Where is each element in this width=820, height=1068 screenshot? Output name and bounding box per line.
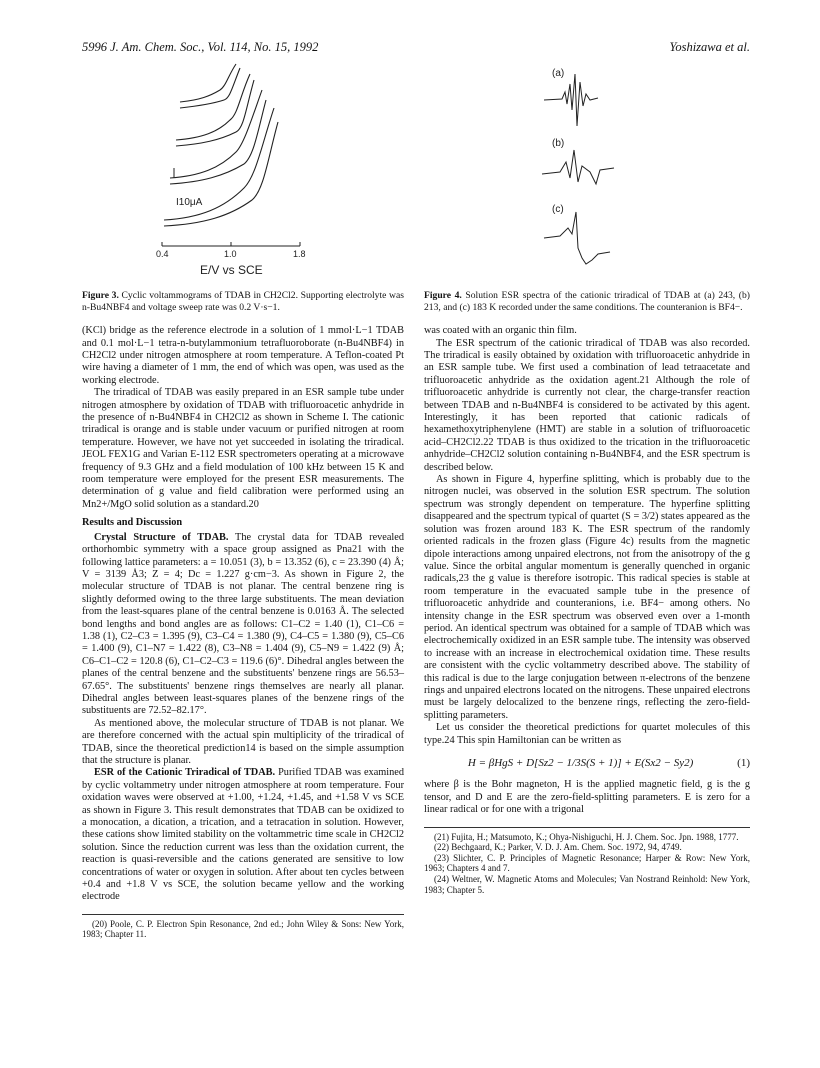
left-column [82, 290, 404, 940]
right-paragraph-1: was coated with an organic thin film. [424, 325, 577, 337]
right-paragraph-3: As shown in Figure 4, hyperfine splitting, which is probably due to the nitrogen nuclei, was observed in the solution ESR spectrum. The solution spectrum was strongly dependent on temperature. The hyperfine splitting disappeared and the spectrum typical of quartet (S = 3/2) states appeared as the solution was frozen around 183 K. The ESR spectrum of the randomly oriented radicals in the frozen glass (Figure 4c) results from the magnetic dipole interactions among unpaired electrons, not from the anisotropy of the g value. Since the orbital angular momentum is generally quenched in organic radicals,23 the g value is therefore isotropic. This radical species is stable at room temperature in the evacuated sample tube in the presence of trifluoroacetic anhydride and counteranions, i.e. BF4− among others. No intensity change in the ESR spectrum was observed even over a 1-month period. An identical spectrum was obtained for a sample of TDAB which was electrochemically oxidized in an ESR sample tube. The intensity was observed to increase with an increase in electrochemical oxidation time. These results are consistent with the cyclic voltammetry described above. The stability of this radical is due to the large conjugation between π-electrons of the benzene rings and unpaired electrons located on the nitrogens. These unpaired electrons must be largely delocalized to the benzene rings, reflecting the zero-field-splitting parameters. [424, 474, 750, 721]
cv-trace-4 [164, 108, 278, 226]
esr-spectrum-a [544, 74, 598, 126]
esr-spectrum-b [542, 150, 614, 184]
runin-esr-triradical: ESR of the Cationic Triradical of TDAB. [94, 767, 276, 779]
esr-spectrum-c [544, 212, 610, 264]
panel-label-b: (b) [552, 138, 565, 149]
left-paragraph-2: The triradical of TDAB was easily prepared in an ESR sample tube under nitrogen atmosphere by oxidation of TDAB with trifluoroacetic anhydride in the presence of n-Bu4NBF4 in CH2Cl2 as shown in Scheme I. The cationic triradical is orange and is stable under vacuum or purified nitrogen at room temperature. However, we have not yet succeeded in isolating the triradical. JEOL FEX1G and Varian E-112 ESR spectrometers operating at a microwave frequency of 9.3 GHz and a field modulation of 100 kHz between 15 K and room temperature were employed for the present ESR measurements. The determination of g value and field calibration were performed using an Mn2+/MgO solid solution as a standard.20 [82, 387, 404, 510]
right-paragraph-4: Let us consider the theoretical predictions for quartet molecules of this type.24 This spin Hamiltonian can be written as [424, 722, 750, 746]
right-column [424, 290, 750, 895]
tick-label-1-8: 1.8 [293, 249, 306, 259]
figure-3-caption-label: Figure 3. [82, 290, 119, 301]
footnote-22: (22) Bechgaard, K.; Parker, V. D. J. Am. Chem. Soc. 1972, 94, 4749. [434, 842, 682, 853]
figure-3-caption [82, 290, 404, 313]
figure-3-voltammogram [140, 60, 340, 280]
cv-trace-2 [176, 74, 254, 146]
figure-4-caption-text: Solution ESR spectra of the cationic triradical of TDAB at (a) 243, (b) 213, and (c) 183 K recorded under the same conditions. The counteranion is BF4−. [424, 290, 750, 313]
left-paragraph-5-text: Purified TDAB was examined by cyclic voltammetry under nitrogen atmosphere at room temperature. Four oxidation waves were observed at +1.00, +1.24, +1.45, and +1.58 V vs SCE as shown in Figure 3. This result demonstrates that TDAB can be oxidized to a monocation, a dication, a trication, and a tetracation in solution. However, these cations show limited stability on the voltammetric time scale in CH2Cl2 solution. Since the reduction current was less than the oxidation current, the reaction is quasi-reversible and the cations generated are sensitive to low concentrations of water or oxygen in solution. After about ten cycles between +0.4 and +1.8 V vs SCE, the solution became yellow and the working electrode [82, 767, 404, 903]
left-paragraph-3 [82, 532, 404, 718]
right-footnotes [424, 827, 750, 896]
figure-3-caption-text: Cyclic voltammograms of TDAB in CH2Cl2. Supporting electrolyte was n-Bu4NBF4 and voltage sweep rate was 0.2 V·s−1. [82, 290, 404, 313]
left-paragraph-1: (KCl) bridge as the reference electrode in a solution of 1 mmol·L−1 TDAB and 0.1 mol·L−1 tetra-n-butylammonium tetrafluoroborate (n-Bu4NBF4) in CH2Cl2 under nitrogen atmosphere at room temperature. A Teflon-coated Pt wire having a diameter of 1 mm, the end of which was open, was used as the working electrode. [82, 325, 404, 386]
left-paragraph-4: As mentioned above, the molecular structure of TDAB is not planar. We are therefore concerned with the actual spin multiplicity of the triradical of TDAB, since the theoretical prediction14 is based on the simple assumption that the structure is planar. [82, 717, 404, 766]
figure-4-caption-label: Figure 4. [424, 290, 462, 301]
footnote-23: (23) Slichter, C. P. Principles of Magnetic Resonance; Harper & Row: New York, 1963; Chapters 4 and 7. [424, 852, 750, 874]
footnote-20: (20) Poole, C. P. Electron Spin Resonance, 2nd ed.; John Wiley & Sons: New York, 1983; Chapter 11. [82, 918, 404, 940]
left-paragraph-5 [82, 767, 404, 903]
equation-number: (1) [737, 757, 750, 769]
section-heading-results: Results and Discussion [82, 517, 183, 529]
page-header [82, 40, 750, 58]
tick-label-1-0: 1.0 [224, 249, 237, 259]
cv-trace-3 [170, 90, 266, 184]
panel-label-c: (c) [552, 204, 564, 215]
cv-trace-1 [180, 64, 240, 108]
x-axis-label: E/V vs SCE [200, 263, 263, 277]
left-paragraph-3-text: The crystal data for TDAB revealed orthorhombic symmetry with a space group assigned as Pna21 with the following lattice parameters: a = 10.051 (3), b = 13.352 (6), c = 23.390 (4) Å; V = 3139 Å3; Z = 4; Dc = 1.227 g·cm−3. As shown in Figure 2, the molecular structure of TDAB is not planar. The central benzene ring is slightly deformed owing to the three large substituents. The mean deviation from the least-squares plane of the central benzene is 0.0163 Å. The selected bond lengths and bond angles are as follows: C1–C2 = 1.40 (1), C1–C6 = 1.38 (1), C2–C3 = 1.395 (9), C3–C4 = 1.380 (9), C4–C5 = 1.380 (9), C5–C6 = 1.400 (9), C1–N7 = 1.422 (8), C3–N8 = 1.404 (9), C5–N9 = 1.422 (9) Å; C6–C1–C2 = 120.8 (6), C1–C2–C3 = 119.6 (6)°. Dihedral angles between the planes of the central benzene and the substituents' benzene rings are 56.53–67.65°. The substituents' benzene rings themselves are nearly all planar. Dihedral angles between least-squares planes of the benzene rings of the substituents are 72.52–82.17°. [82, 531, 405, 717]
runin-crystal-structure: Crystal Structure of TDAB. [94, 531, 229, 543]
left-footnotes [82, 914, 404, 940]
right-paragraph-5: where β is the Bohr magneton, H is the applied magnetic field, g is the g tensor, and D and E are the zero-field-splitting parameters. E is zero for a linear radical or for one with a trigonal [424, 779, 750, 816]
spin-hamiltonian-equation [424, 757, 750, 769]
equation-text: H = βHgS + D[Sz2 − 1/3S(S + 1)] + E(Sx2 − Sy2) [467, 757, 694, 769]
figure-4-esr-spectra [534, 62, 644, 280]
footnote-24: (24) Weltner, W. Magnetic Atoms and Molecules; Van Nostrand Reinhold: New York, 1983; Chapter 5. [424, 874, 750, 895]
panel-label-a: (a) [552, 68, 565, 79]
figure-4-caption [424, 290, 750, 313]
running-authors: Yoshizawa et al. [669, 40, 750, 54]
tick-label-0-4: 0.4 [156, 249, 169, 259]
right-paragraph-2: The ESR spectrum of the cationic triradical of TDAB was also recorded. The triradical is easily obtained by oxidation with trifluoroacetic anhydride in an ESR sample tube. We first used a combination of lead tetraacetate and trifluoroacetic anhydride as the oxidation agent.21 Although the role of trifluoroacetic anhydride is currently not clear, the charge-transfer reaction between TDAB and n-Bu4NBF4 is considered to be activated by this agent. Interestingly, it has been reported that cationic radicals of hexamethoxytriphenylene (HMT) are stable in a solution of trifluoroacetic acid–CH2Cl2.22 TDAB is thus oxidized to the trication in the trifluoroacetic anhydride–CH2Cl2 solution containing n-Bu4NBF4, and the ESR spectrum is described below. [424, 337, 750, 473]
scale-bar-label: I10μA [176, 197, 203, 208]
footnote-21: (21) Fujita, H.; Matsumoto, K.; Ohya-Nishiguchi, H. J. Chem. Soc. Jpn. 1988, 1777. [434, 831, 739, 842]
journal-page-info: 5996 J. Am. Chem. Soc., Vol. 114, No. 15, 1992 [82, 40, 319, 54]
